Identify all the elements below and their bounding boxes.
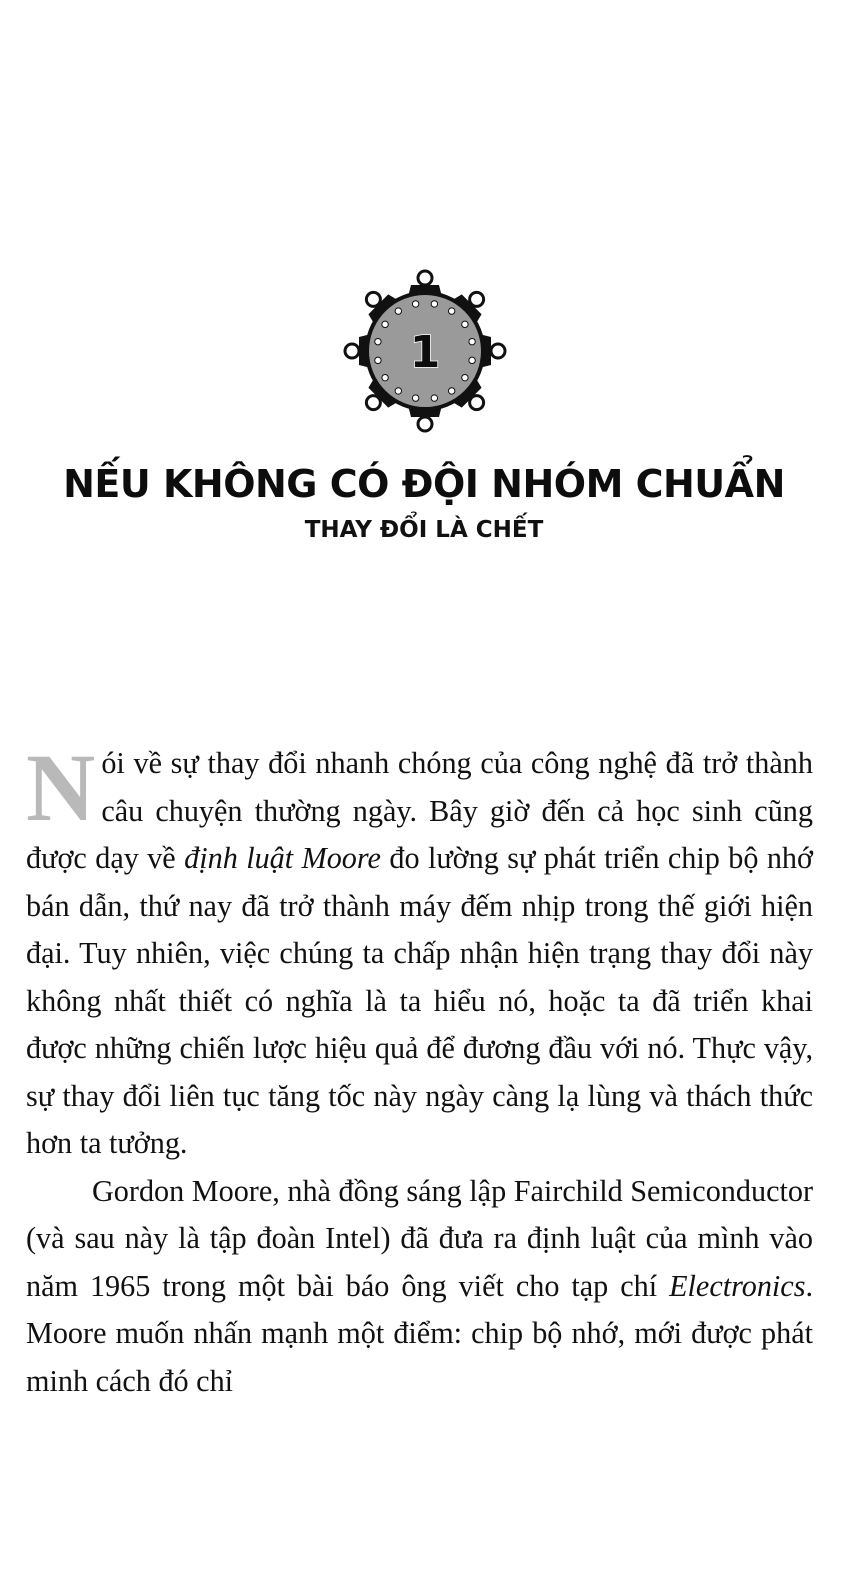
emblem-rim-dot [382,321,388,327]
paragraph-2-text-a: Gordon Moore, nhà đồng sáng lập Fairchild Semiconductor (và sau này là tập đoàn Intel) đã đưa ra định luật của mình vào năm 1965 trong một bài báo ông viết cho tạp chí [26,1173,814,1303]
chapter-subtitle: THAY ĐỔI LÀ CHẾT [304,517,544,543]
paragraph-2-text-b: . Moore muốn nhấn mạnh một điểm: chip bộ nhớ, mới được phát minh cách đó chỉ [26,1268,813,1398]
emblem-rim-dot [469,338,475,344]
emblem-rim-dot [431,301,437,307]
emblem-rim-dot [375,357,381,363]
chapter-emblem [342,266,508,436]
emblem-rim-dot [412,301,418,307]
chapter-title: NẾU KHÔNG CÓ ĐỘI NHÓM CHUẨN [63,462,785,506]
emblem-rim-dot [462,374,468,380]
emblem-rim-dot [448,388,454,394]
paragraph-2 [26,1168,813,1406]
paragraph-1-emphasis: định luật Moore [184,841,381,875]
emblem-rim-dot [412,395,418,401]
paragraph-1-text-a: ói về sự thay đổi nhanh chóng của công nghệ đã trở thành câu chuyện thường ngày. Bây giờ đến cả học sinh cũng được dạy về [26,746,813,875]
paragraph-2-emphasis: Electronics [669,1268,806,1303]
emblem-rim-dot [448,308,454,314]
emblem-rim-dot [382,374,388,380]
emblem-rim-dot [395,388,401,394]
drop-cap: N [26,734,96,841]
paragraph-1-text-b: đo lường sự phát triển chip bộ nhớ bán dẫn, thứ nay đã trở thành máy đếm nhịp trong thế giới hiện đại. Tuy nhiên, việc chúng ta chấp nhận hiện trạng thay đổi này không nhất thiết có nghĩa là ta hiểu nó, hoặc ta đã triển khai được những chiến lược hiệu quả để đương đầu với nó. Thực vậy, sự thay đổi liên tục tăng tốc này ngày càng lạ lùng và thách thức hơn ta tưởng. [26,841,813,1160]
emblem-rim-dot [462,321,468,327]
paragraph-1 [26,734,813,1168]
emblem-rim-dot [469,357,475,363]
chapter-number: 1 [409,327,441,378]
emblem-rim-dot [431,395,437,401]
body-text [26,734,814,1405]
emblem-rim-dot [375,338,381,344]
emblem-rim-dot [395,308,401,314]
